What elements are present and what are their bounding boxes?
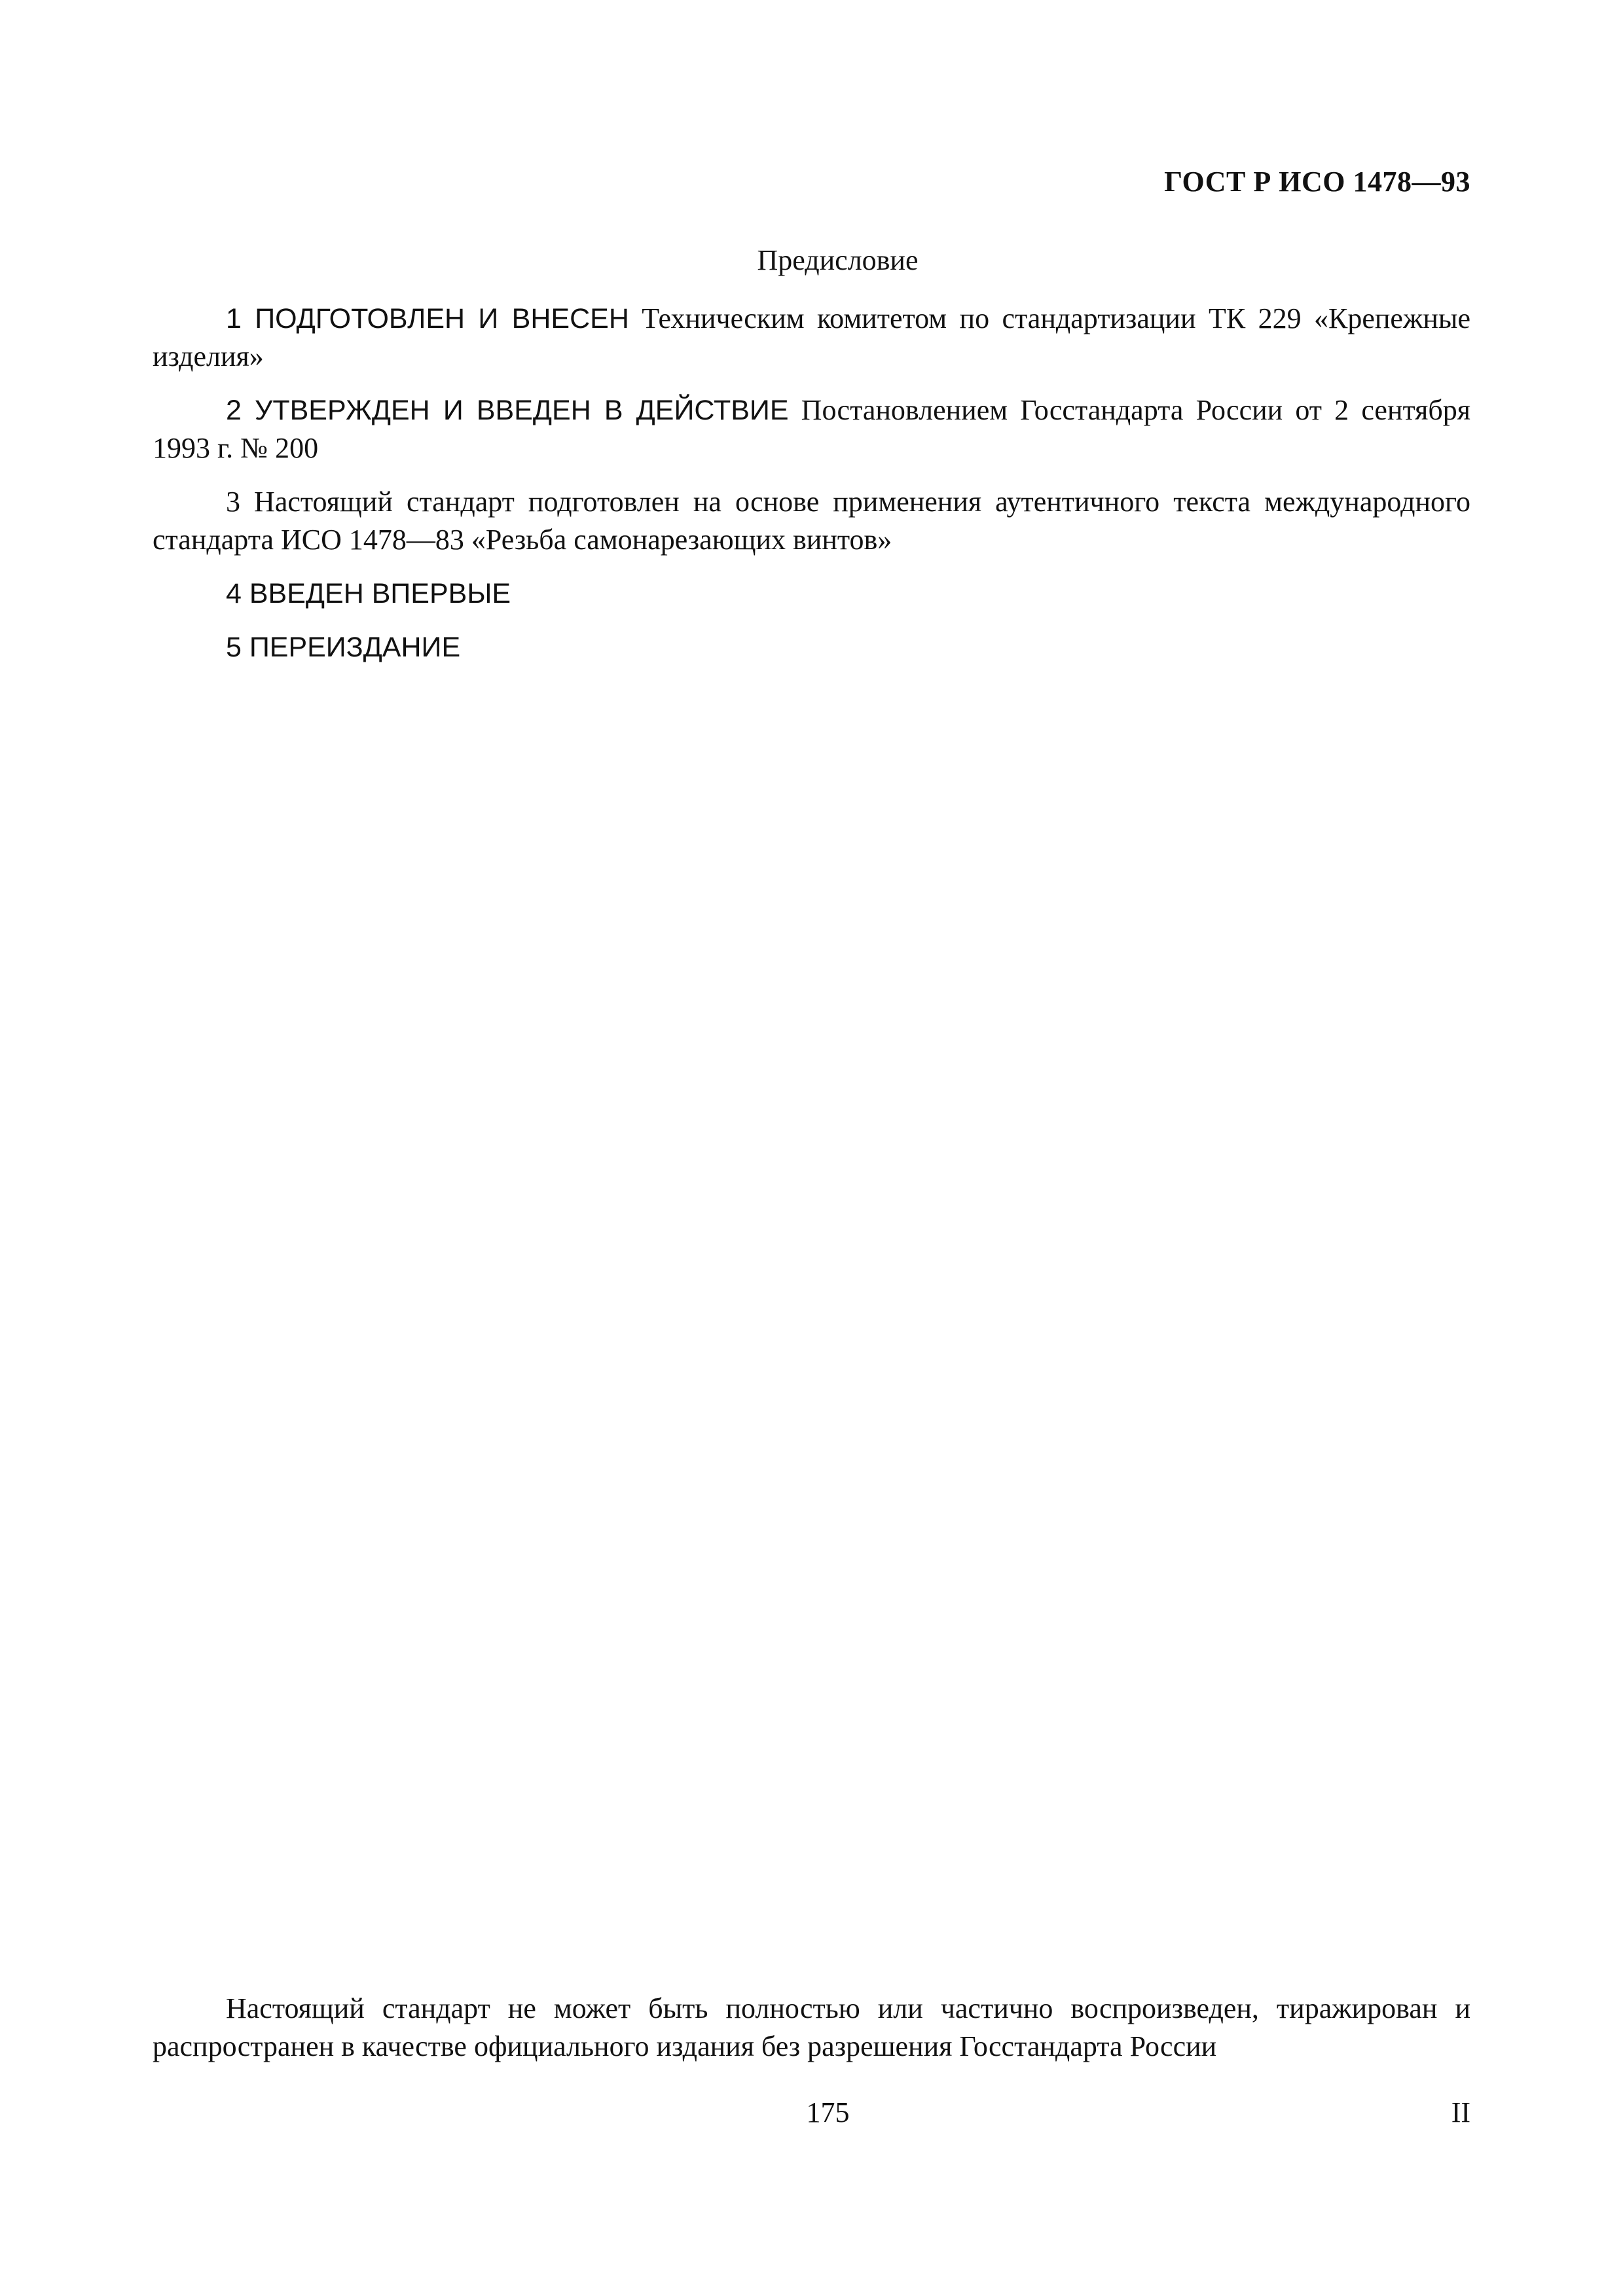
sheet-mark: II (1451, 2096, 1470, 2128)
foreword-item-4 (153, 575, 1470, 613)
reproduction-notice: Настоящий стандарт не может быть полностью или частично воспроизведен, тиражирован и распространен в качестве официального издания без разрешения Госстандарта России (153, 1992, 1470, 2062)
foreword-item-3 (153, 483, 1470, 559)
foreword-item-4-lead: 4 ВВЕДЕН ВПЕРВЫЕ (226, 578, 511, 609)
section-title-foreword: Предисловие (757, 244, 919, 276)
foreword-item-2-lead: 2 УТВЕРЖДЕН И ВВЕДЕН В ДЕЙСТВИЕ (226, 395, 789, 426)
foreword-item-2 (153, 391, 1470, 467)
foreword-body (153, 300, 1470, 682)
foreword-item-2-text: Постановлением Госстандарта России от 2 сентября 1993 г. № 200 (153, 394, 1471, 464)
page-number: 175 (806, 2096, 850, 2128)
foreword-item-1-text: Техническим комитетом по стандартизации ТК 229 «Крепежные изделия» (153, 302, 1470, 372)
foreword-item-1 (153, 300, 1470, 376)
foreword-item-5-lead: 5 ПЕРЕИЗДАНИЕ (226, 632, 461, 663)
foreword-item-3-text: 3 Настоящий стандарт подготовлен на основе применения аутентичного текста международного стандарта ИСО 1478—83 «Резьба самонарезающих винтов» (153, 486, 1470, 556)
foreword-item-5 (153, 628, 1470, 666)
document-code: ГОСТ Р ИСО 1478—93 (1164, 166, 1470, 198)
foreword-item-1-lead: 1 ПОДГОТОВЛЕН И ВНЕСЕН (226, 303, 629, 334)
